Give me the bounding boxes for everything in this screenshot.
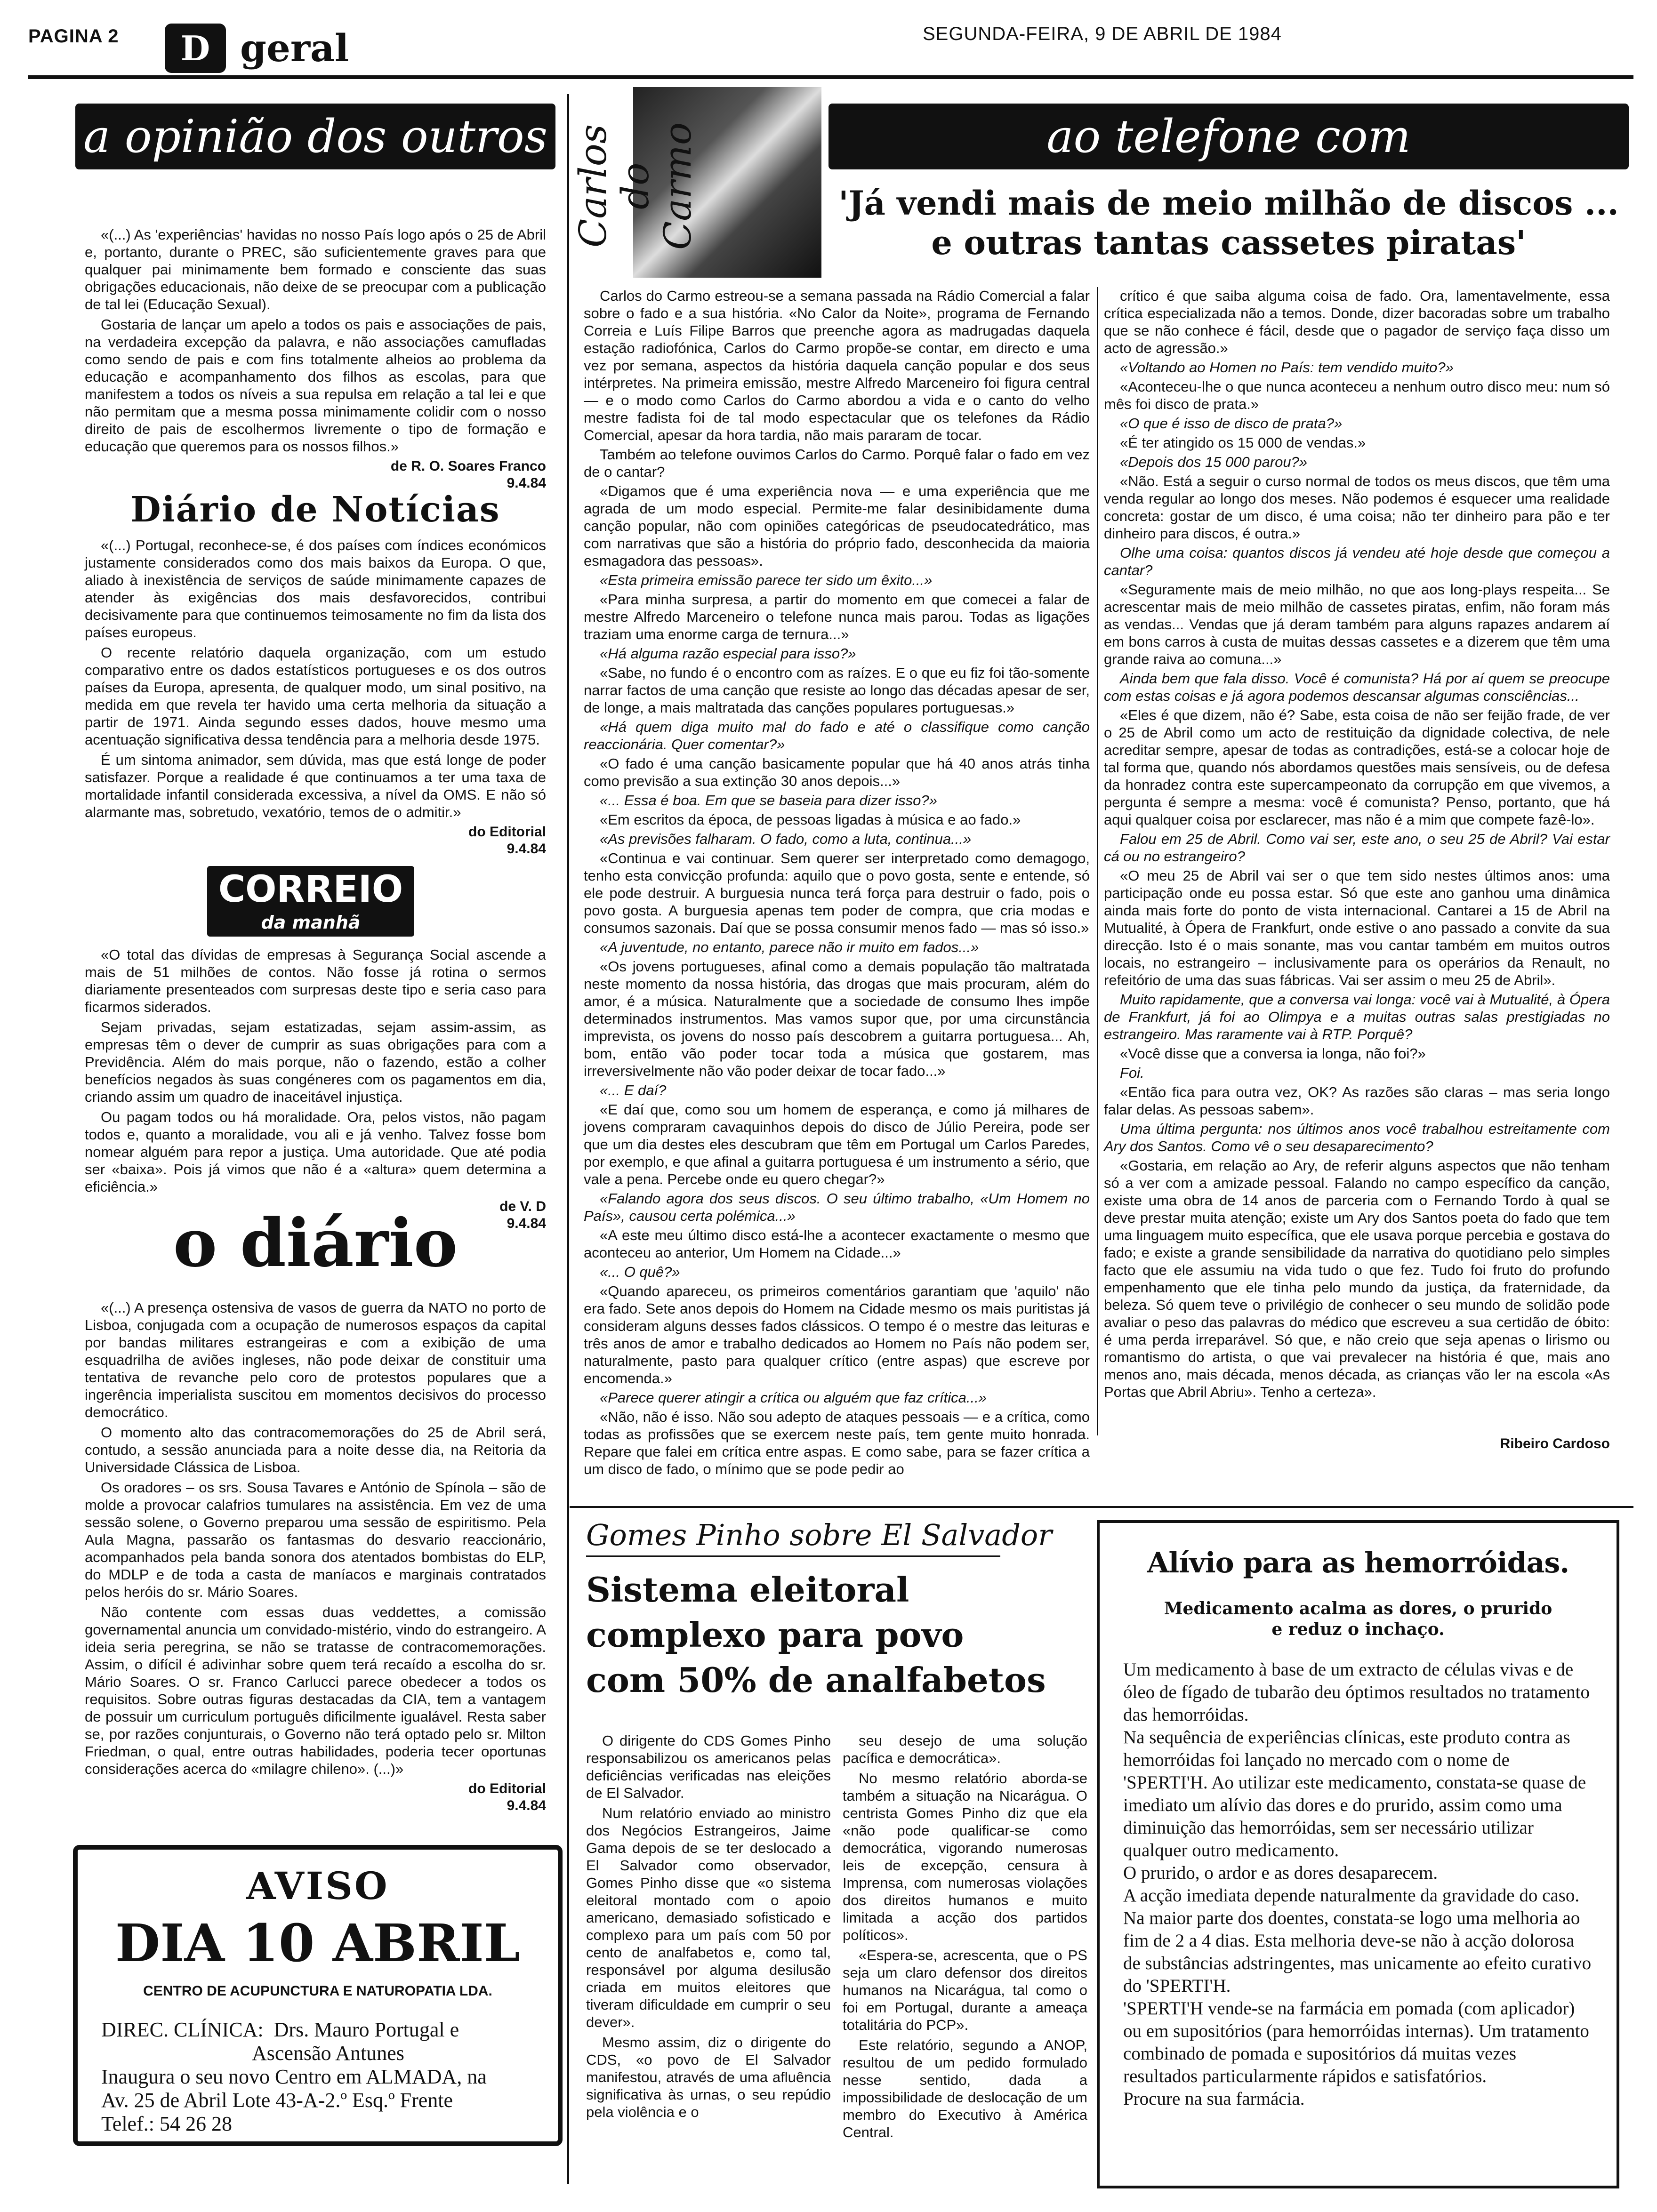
- ad-paragraph: 'SPERTI'H vende-se na farmácia em pomada (com aplicador) ou em supositórios (para hemorróidas internas). Um tratamento combinado de pomada e supositórios dá muitas vezes resultados particularmente rápidos e satisfatórios.: [1123, 1998, 1589, 2086]
- paragraph: «(...) A presença ostensiva de vasos de guerra da NATO no porto de Lisboa, conjugada com a ocupação de numerosos espaços da capital por bandas militares estrangeiras e com a exibição de uma esquadrilha de aviões ingleses, não pode deixar de constituir uma tentativa de revanche pelo coro de protestos populares que a ingerência imperialista suscitou em momentos decisivos do processo democrático.: [85, 1299, 546, 1420]
- interview-answer: «Os jovens portugueses, afinal como a demais população tão maltratada neste momento da nossa história, das drogas que mais procuram, além do amor, é a música. Naturalmente que a sociedade de consumo lhes impõe determinados instrumentos. Mas vamos supor que, por uma circunstância imprevista, os jovens do nosso país descobrem a guitarra portuguesa... Ah, bom, então vão poder tocar toda a música que gostarem, mas irreversivelmente não vão poder deixar de tocar fado...»: [584, 958, 1090, 1079]
- interview-answer: «Quando apareceu, os primeiros comentários garantiam que 'aquilo' não era fado. Sete anos depois do Homem na Cidade mesmo os mais puritistas já consideram alguns desses fados clássicos. O tempo é o mestre das leituras e três anos de amor e trabalho dedicados ao Homem no País não podem ser, naturalmente, pasto para qualquer crítico (entre aspas) que escreve por encomenda.»: [584, 1283, 1090, 1387]
- aviso-line: Inaugura o seu novo Centro em ALMADA, na: [101, 2065, 487, 2088]
- paragraph: Sejam privadas, sejam estatizadas, sejam assim-assim, as empresas têm o dever de cumprir as suas obrigações para com a Previdência. Além do mais porque, não o fazendo, estão a colher benefícios negados às suas congéneres com os pagamentos em dia, criando assim um quadro de inaceitável injustiça.: [85, 1019, 546, 1105]
- interview-question: «Voltando ao Homen no País: tem vendido muito?»: [1120, 359, 1454, 376]
- top-rule: [28, 75, 1633, 79]
- ad-subtitle-line: Medicamento acalma as dores, o prurido: [1164, 1599, 1552, 1619]
- interview-answer: «Sabe, no fundo é o encontro com as raízes. E o que eu fiz foi tão-somente narrar factos de uma canção que resiste ao longo das décadas apesar de ser, de longe, a mais maltratada das canções populares portuguesas.»: [584, 665, 1090, 716]
- paragraph: seu desejo de uma solução pacífica e democrática».: [843, 1732, 1087, 1766]
- correio-subtitle: da manhã: [261, 912, 361, 933]
- paragraph: Ou pagam todos ou há moralidade. Ora, pelos vistos, não pagam todos e, quanto a moralidade, vou ali e já venho. Talvez fosse bom nomear alguém para repor a justiça. Uma autoridade. Que até podia ser «baixa». Pois já vimos que não é a «altura» quem determina a eficiência.»: [85, 1109, 546, 1195]
- interview-answer: «Aconteceu-lhe o que nunca aconteceu a nenhum outro disco meu: num só mês foi disco de prata.»: [1104, 378, 1610, 412]
- aviso-direc-names: Drs. Mauro Portugal e: [273, 2018, 459, 2041]
- article-column-1: [586, 1732, 831, 2124]
- paragraph: O recente relatório daquela organização, com um estudo comparativo entre os dados estatísticos portugueses e os dos outros países da Europa, apresenta, de qualquer modo, um sinal positivo, na medida em que revela ter havido uma certa melhoria da situação a partir de 1971. Ainda segundo esses dados, houve mesmo uma acentuação significativa dessa tendência para a melhoria desde 1975.: [85, 644, 546, 748]
- ad-paragraph: O prurido, o ardor e as dores desaparecem.: [1123, 1863, 1438, 1883]
- interview-answer: «Eles é que dizem, não é? Sabe, esta coisa de não ser feijão frade, de ver o 25 de Abril como um acto de restituição da dignidade colectiva, de nele acreditar sempre, apesar de todas as contradições, está-se a colocar hoje de tal forma que, quando nós abordamos questões mais sensíveis, ou de defesa da honradez contra este supercampeonato da corrupção em que vivemos, a pergunta é sempre a mesma: você é comunista? Penso, portanto, que há aqui qualquer coisa por esclarecer, mas não é a mim que compete fazê-lo».: [1104, 707, 1610, 828]
- headline-line: e outras tantas cassetes piratas': [931, 223, 1526, 262]
- interviewee-name: [571, 94, 700, 278]
- ad-subtitle-line: e reduz o inchaço.: [1271, 1619, 1445, 1639]
- correio-manha-masthead: [207, 866, 414, 937]
- interview-column-2: [1104, 287, 1610, 1403]
- page-label: PAGINA 2: [28, 26, 119, 47]
- interview-answer: «Gostaria, em relação ao Ary, de referir alguns aspectos que não tenham só a ver com a amizade pessoal. Falando no campo específico da canção, existe uma obra de 14 anos de parceria com o Fernando Tordo à qual se deve prestar muita atenção; existe um Ary dos Santos poeta do fado que tem uma linguagem muito específica, que ele usava porque percebia e gostava do fado; e existe a grande sensibilidade da narrativa do quotidiano pelo simples facto que ele assumiu na vida tudo o que fez. Tudo foi fruto do profundo empenhamento que ele tinha pelo mundo da justiça, da fraternidade, da beleza. Só quem teve o privilégio de conhecer o seu mundo de solidão pode avaliar o peso das palavras do médico que escreveu a sua certidão de óbito: é uma perda irreparável. Só que, e não creio que seja apenas o lirismo ou romantismo do artista, o que vai prevalecer na história é que, mais ano menos ano, mais década, menos década, as crianças vão ler na escola «As Portas que Abril Abriu». Tenho a certeza».: [1104, 1157, 1610, 1400]
- interview-question: «... O quê?»: [600, 1264, 680, 1280]
- signature: de R. O. Soares Franco: [390, 458, 546, 474]
- interview-answer: «E daí que, como sou um homem de esperança, e como já milhares de jovens compraram cavaquinhos depois do disco de Júlio Pereira, pode ser que um dia destes eles descubram que têm em Portugal um Carlos Paredes, por exemplo, e que afinal a guitarra portuguesa é um instrumento a sério, que vale a pena. Percebe onde eu quero chegar?»: [584, 1101, 1090, 1187]
- interviewee-name-line2: do Carmo: [613, 122, 700, 250]
- opinion-block-1: [85, 226, 546, 492]
- paragraph: Este relatório, segundo a ANOP, resultou de um pedido formulado nesse sentido, dada a impossibilidade de deslocação de um membro do Executivo à América Central.: [843, 2037, 1087, 2140]
- aviso-details: [101, 2018, 558, 2136]
- interview-question: Uma última pergunta: nos últimos anos você trabalhou estreitamente com Ary dos Santos. Como vê o seu desaparecimento?: [1104, 1121, 1610, 1154]
- ad-paragraph: Na maior parte dos doentes, constata-se logo uma melhoria ao fim de 2 a 4 dias. Esta melhoria deve-se não à acção dolorosa de substâncias adstringentes, mas unicamente ao efeito curativo do 'SPERTI'H.: [1123, 1908, 1592, 1996]
- interview-question: Ainda bem que fala disso. Você é comunista? Há por aí quem se preocupe com estas coisas e já agora podemos descansar algumas consciências...: [1104, 670, 1610, 704]
- interview-question: Falou em 25 de Abril. Como vai ser, este ano, o seu 25 de Abril? Vai estar cá ou no estrangeiro?: [1104, 831, 1610, 865]
- interview-question: «Há alguma razão especial para isso?»: [600, 645, 856, 662]
- opinion-block-3: [85, 946, 546, 1232]
- ad-paragraph: Na sequência de experiências clínicas, este produto contra as hemorróidas foi lançado no mercado com o nome de 'SPERTI'H. Ao utilizar este medicamento, constata-se quase de imediato um alívio das dores e do prurido, assim como uma diminuição das hemorróidas, sem ser necessário utilizar qualquer outro medicamento.: [1123, 1727, 1586, 1860]
- interview-answer: «Digamos que é uma experiência nova — e uma experiência que me agrada de um modo especial. Permite-me falar desinibidamente duma canção popular, não com opiniões categóricas de pseudocatedrático, mas com narrativas que são a história do próprio fado, desconhecida da maioria esmagadora das pessoas».: [584, 483, 1090, 569]
- interview-answer: «Para minha surpresa, a partir do momento em que comecei a falar de mestre Alfredo Marceneiro o telefone nunca mais parou. Todas as ligações traziam uma enorme carga de ternura...»: [584, 591, 1090, 642]
- interview-question: «... Essa é boa. Em que se baseia para dizer isso?»: [600, 792, 937, 809]
- interview-question: «Depois dos 15 000 parou?»: [1120, 454, 1308, 470]
- interview-answer: «É ter atingido os 15 000 de vendas.»: [1120, 434, 1366, 451]
- interview-answer: Carlos do Carmo estreou-se a semana passada na Rádio Comercial a falar sobre o fado e a sua história. «No Calor da Noite», programa de Fernando Correia e Luís Filipe Barros que preenche agora as madrugadas daquela estação radiofónica, Carlos do Carmo propõe-se contar, em directo e uma vez por semana, aspectos da história daquela canção popular e dos seus intérpretes. Na primeira emissão, mestre Alfredo Marceneiro foi figura central — e o modo como Carlos do Carmo abordou a vida e o canto do velho mestre fadista foi de tal modo espectacular que os telefones da Rádio Comercial, apesar da hora tardia, não mais pararam de tocar.: [584, 288, 1090, 443]
- interview-banner: ao telefone com: [828, 104, 1629, 169]
- article-kicker: Gomes Pinho sobre El Salvador: [586, 1518, 1052, 1552]
- diario-noticias-masthead: Diário de Notícias: [130, 489, 500, 530]
- paragraph: Os oradores – os srs. Sousa Tavares e António de Spínola – são de molde a provocar calafrios tumulares na assistência. Em vez de uma sessão solene, o Governo preparou uma sessão de espiritismo. Pela Aula Magna, passarão os fantasmas do desvario reaccionário, acompanhados pela banda sonora dos atentados bombistas do ELP, do MDLP e de toda a casta de maníacos e marginais contratados pelos heróis do sr. Mário Soares.: [85, 1479, 546, 1600]
- interview-answer: «A este meu último disco está-lhe a acontecer exactamente o mesmo que aconteceu ao anterior, Um Homem na Cidade...»: [584, 1227, 1090, 1261]
- paragraph: O momento alto das contracomemorações do 25 de Abril será, contudo, a sessão anunciada para a noite desse dia, na Reitoria da Universidade Clássica de Lisboa.: [85, 1424, 546, 1475]
- ad-subtitle: [1100, 1598, 1617, 1640]
- interview-question: «Parece querer atingir a crítica ou alguém que faz crítica...»: [600, 1389, 987, 1406]
- signature-date: 9.4.84: [507, 475, 546, 491]
- aviso-direc-label: DIREC. CLÍNICA:: [101, 2018, 264, 2041]
- interview-answer: «Você disse que a conversa ia longa, não foi?»: [1120, 1045, 1426, 1062]
- interview-column-1: [584, 287, 1090, 1480]
- interview-question: «As previsões falharam. O fado, como a luta, continua...»: [600, 831, 972, 847]
- signature-date: 9.4.84: [507, 1216, 546, 1231]
- interview-question: «A juventude, no entanto, parece não ir muito em fados...»: [600, 939, 979, 955]
- interview-answer: Também ao telefone ouvimos Carlos do Carmo. Porquê falar o fado em vez de o cantar?: [584, 446, 1090, 480]
- interview-question: Muito rapidamente, que a conversa vai longa: você vai à Mutualité, à Ópera de Frankfurt, já foi ao Olimpya e a muitas outras salas prestigiadas no estrangeiro. Mas raramente vai à RTP. Porquê?: [1104, 991, 1610, 1042]
- interview-answer: «Em escritos da época, de pessoas ligadas à música e ao fado.»: [600, 811, 1021, 828]
- section-title: geral: [240, 26, 349, 70]
- interview-question: «O que é isso de disco de prata?»: [1120, 415, 1343, 432]
- aviso-line: Av. 25 de Abril Lote 43-A-2.º Esq.º Frente: [101, 2089, 453, 2112]
- ad-paragraph: Procure na sua farmácia.: [1123, 2089, 1305, 2109]
- column-divider: [567, 94, 569, 2184]
- interview-answer: «Não. Está a seguir o curso normal de todos os meus discos, que têm uma venda regular ao longo dos meses. Não podemos é esquecer uma realidade concreta: gostar de um disco, é uma coisa; não ter dinheiro para pão e ter dinheiro para discos, é outra.»: [1104, 473, 1610, 542]
- signature-date: 9.4.84: [507, 1798, 546, 1813]
- interview-answer: «Continua e vai continuar. Sem querer ser interpretado como demagogo, tenho esta convicção profunda: aquilo que o povo gosta, sente e entende, só ele pode destruir. A burguesia nunca terá força para destruir o fado, pois o povo gosta. A burguesia apenas tem poder de compra, que cria modas e consumos sazonais. Daí que se possa consumir menos fado — mas só isso.»: [584, 850, 1090, 936]
- paragraph: O dirigente do CDS Gomes Pinho responsabilizou os americanos pelas deficiências verificadas nas eleições de El Salvador.: [586, 1732, 831, 1801]
- interview-answer: crítico é que saiba alguma coisa de fado. Ora, lamentavelmente, essa crítica especializada não a temos. Donde, dizer bacoradas sobre um trabalho que se não conhece é fácil, desde que o pagador de serviço faça disso um acto de agressão.»: [1104, 288, 1610, 356]
- paragraph: Não contente com essas duas veddettes, a comissão governamental anuncia um convidado-mistério, vindo do estrangeiro. A ideia seria peregrina, se não se tratasse de contracomemorações. Assim, o difícil é adivinhar sobre quem terá recaído a escolha do sr. Mário Soares. O sr. Franco Carlucci parece obedecer a todos os requisitos. Sobre outras figuras destacadas da CIA, tem a vantagem de possuir um curriculum português dificilmente igualável. Resta saber se, por razões conjunturais, o Governo não terá optado pelo sr. Milton Friedman, o qual, entre outras habilidades, poderia tecer oportunas considerações acerca do «milagre chileno». (...)»: [85, 1604, 546, 1777]
- correio-title: CORREIO: [218, 868, 403, 911]
- interview-column-divider: [1097, 287, 1098, 1435]
- paragraph: «(...) Portugal, reconhece-se, é dos países com índices económicos justamente considerados como dos mais baixos da Europa. O que, aliado à inexistência de serviços de saúde minimamente capazes de atender às exigências dos mais desfavorecidos, contribui decisivamente para que continuemos teimosamente no fim da lista dos países europeus.: [85, 537, 546, 641]
- paragraph: No mesmo relatório aborda-se também a situação na Nicarágua. O centrista Gomes Pinho diz que ela «não pode qualificar-se como democrática, vigorando numerosas leis de excepção, censura à Imprensa, com numerosas violações dos direitos humanos e muito limitada a acção dos partidos políticos».: [843, 1770, 1087, 1943]
- page-date: SEGUNDA-FEIRA, 9 DE ABRIL DE 1984: [923, 24, 1282, 44]
- aviso-ad: [73, 1845, 563, 2146]
- signature-date: 9.4.84: [507, 841, 546, 857]
- headline-line: 'Já vendi mais de meio milhão de discos ...: [838, 184, 1619, 223]
- opinion-banner: a opinião dos outros: [75, 104, 555, 169]
- signature: do Editorial: [468, 1781, 546, 1796]
- o-diario-masthead: o diário: [173, 1205, 458, 1282]
- interview-question: «Esta primeira emissão parece ter sido um êxito...»: [600, 572, 933, 588]
- paragraph: Mesmo assim, diz o dirigente do CDS, «o povo de El Salvador manifestou, através de uma afluência significativa às urnas, o seu repúdio pela violência e o: [586, 2034, 831, 2120]
- section-rule: [570, 1506, 1633, 1508]
- signature: de V. D: [499, 1199, 546, 1214]
- interview-answer: «Não, não é isso. Não sou adepto de ataques pessoais — e a crítica, como todas as profissões que se exercem neste país, tem gente muito honrada. Repare que falei em crítica entre aspas. E como sabe, para se fazer crítica a um disco de fado, o mínimo que se pode pedir ao: [584, 1409, 1090, 1477]
- headline-line: Sistema eleitoral: [586, 1570, 909, 1610]
- aviso-direc-names-2: Ascensão Antunes: [252, 2042, 404, 2065]
- interview-answer: «Seguramente mais de meio milhão, no que aos long-plays respeita... Se acrescentar mais de meio milhão de cassetes piratas, enfim, não foram más as vendas... Vendas que já deram também para alguns rapazes andarem aí em bons carros à custa de muitas dessas cassetes e a dizerem que têm uma grande raiva ao comuna...»: [1104, 581, 1610, 667]
- opinion-block-2: [85, 537, 546, 858]
- paragraph: É um sintoma animador, sem dúvida, mas que está longe de poder satisfazer. Porque a realidade é que continuamos a ter uma taxa de mortalidade infantil considerada excessiva, a nível da OMS. E não só alarmante mas, sobretudo, vexatório, temos de o admitir.»: [85, 752, 546, 820]
- aviso-date: DIA 10 ABRIL: [115, 1913, 521, 1973]
- aviso-org: CENTRO DE ACUPUNCTURA E NATUROPATIA LDA.: [143, 1983, 492, 1999]
- aviso-direc: [101, 2018, 558, 2042]
- ad-title: Alívio para as hemorróidas.: [1147, 1547, 1569, 1579]
- interviewee-name-line1: Carlos: [571, 124, 615, 248]
- ad-paragraph: Um medicamento à base de um extracto de células vivas e de óleo de fígado de tubarão deu óptimos resultados no tratamento das hemorróidas.: [1123, 1659, 1590, 1725]
- aviso-title: AVISO: [246, 1864, 389, 1908]
- article-headline: [586, 1567, 1057, 1703]
- interview-question: Foi.: [1120, 1065, 1144, 1081]
- opinion-block-4: [85, 1299, 546, 1814]
- interview-answer: «Então fica para outra vez, OK? As razões são claras – mas seria longo falar delas. As pessoas sabem».: [1104, 1084, 1610, 1118]
- paragraph: Gostaria de lançar um apelo a todos os pais e associações de pais, na verdadeira excepção da palavra, e não associações camufladas como sendo de pais e com fins totalmente alheios ao problema da educação e acompanhamento dos filhos as escolas, para que manifestem a todos os níveis a sua repulsa em relação a tal lei e que não permitam que a mesma possa minimamente colidir com o nosso direito de pais de escolhermos livremente o tipo de formação e educação que queremos para os nossos filhos.»: [85, 316, 546, 455]
- ad-paragraph: A acção imediata depende naturalmente da gravidade do caso.: [1123, 1885, 1580, 1906]
- interview-question: «... E daí?: [600, 1082, 667, 1098]
- paragraph: «Espera-se, acrescenta, que o PS seja um claro defensor dos direitos humanos na Nicarágua, tal como o foi em Portugal, durante a ameaça totalitária do PCP».: [843, 1947, 1087, 2033]
- signature: do Editorial: [468, 824, 546, 840]
- interview-question: Olhe uma coisa: quantos discos já vendeu até hoje desde que começou a cantar?: [1104, 545, 1610, 578]
- interview-headline: [828, 184, 1629, 263]
- headline-line: com 50% de analfabetos: [586, 1660, 1046, 1700]
- interview-signature: Ribeiro Cardoso: [1500, 1436, 1610, 1451]
- interview-answer: «O meu 25 de Abril vai ser o que tem sido nestes últimos anos: uma participação onde eu possa estar. Só que este ano ganhou uma dinâmica ainda mais forte do ponto de vista internacional. Cantarei a 15 de Abril na Mutualité, à Ópera de Frankfurt, onde estive o ano passado a convite da sua direcção. Isto é o mais sonante, mas vou cantar também em muitos outros locais, no estrangeiro – inclusivamente para os operários da Renault, no refeitório de uma das suas fábricas. Vai ser assim o meu 25 de Abril».: [1104, 867, 1610, 988]
- interview-question: «Há quem diga muito mal do fado e até o classifique como canção reaccionária. Quer comentar?»: [584, 719, 1090, 753]
- aviso-line: Telef.: 54 26 28: [101, 2112, 232, 2135]
- paragraph: Num relatório enviado ao ministro dos Negócios Estrangeiros, Jaime Gama depois de se ter deslocado a El Salvador como observador, Gomes Pinho disse que «o sistema eleitoral montado com o apoio americano, demasiado sofisticado e complexo para um país com 50 por cento de analfabetos e, como tal, responsável por alguma desilusão criada em muitos eleitores que tiveram dificuldade em cumprir o seu dever».: [586, 1805, 831, 2030]
- interview-answer: «O fado é uma canção basicamente popular que há 40 anos atrás tinha como previsão a sua extinção 30 anos depois...»: [584, 755, 1090, 789]
- ad-body: [1123, 1659, 1593, 2110]
- newspaper-logo: D: [165, 24, 226, 73]
- headline-line: complexo para povo: [586, 1615, 964, 1655]
- kicker-underline: [586, 1555, 1000, 1557]
- hemorrhoid-ad: [1097, 1520, 1619, 2188]
- paragraph: «O total das dívidas de empresas à Segurança Social ascende a mais de 51 milhões de contos. Não fosse já rotina o sermos diariamente presenteados com surpresas deste tipo e seria caso para ficarmos siderados.: [85, 946, 546, 1015]
- interview-question: «Falando agora dos seus discos. O seu último trabalho, «Um Homem no País», causou certa polémica...»: [584, 1190, 1090, 1224]
- article-column-2: [843, 1732, 1087, 2144]
- paragraph: «(...) As 'experiências' havidas no nosso País logo após o 25 de Abril e, portanto, durante o PREC, são suficientemente graves para que qualquer pai minimamente bem formado e consciente das suas obrigações educacionais, não deixe de se preocupar com a publicação de tal lei (Educação Sexual).: [85, 226, 546, 313]
